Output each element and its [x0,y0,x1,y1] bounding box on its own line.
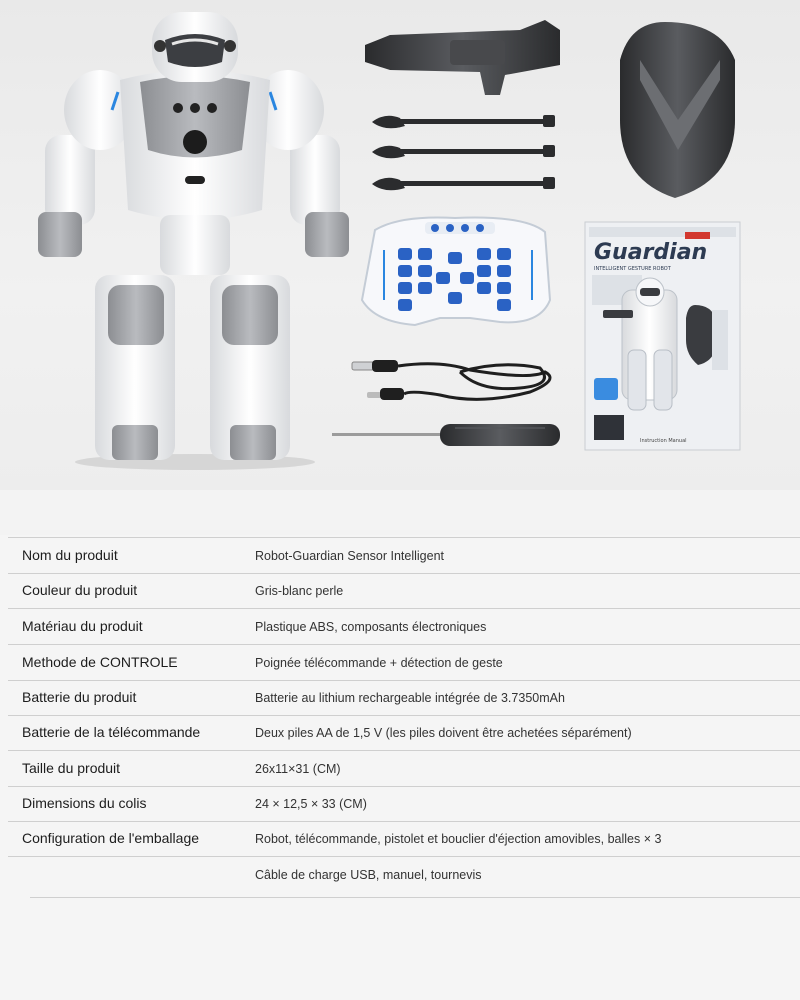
spec-label: Nom du produit [22,547,118,563]
spec-value: 24 × 12,5 × 33 (CM) [255,797,367,811]
spec-label: Dimensions du colis [22,795,147,811]
screwdriver-image [332,424,560,446]
table-row [8,680,800,716]
spec-value: Câble de charge USB, manuel, tournevis [255,868,482,882]
spec-value: 26x11×31 (CM) [255,762,341,776]
table-row [8,821,800,857]
balls-accessory-image [372,115,555,190]
remote-control-image [362,218,550,326]
spec-value: Plastique ABS, composants électroniques [255,620,487,634]
spec-value: Deux piles AA de 1,5 V (les piles doivent être achetées séparément) [255,726,632,740]
spec-value: Batterie au lithium rechargeable intégrée de 3.7350mAh [255,691,565,705]
table-row [8,857,800,892]
shield-accessory-image [620,22,735,198]
table-row [8,715,800,751]
product-box-image [585,222,740,450]
spec-value: Robot-Guardian Sensor Intelligent [255,549,445,563]
spec-label: Couleur du produit [22,582,138,598]
spec-label: Matériau du produit [22,618,143,634]
box-subtitle: INTELLIGENT GESTURE ROBOT [594,266,671,272]
spec-value: Gris-blanc perle [255,584,344,598]
table-row [8,786,800,822]
table-row [8,537,800,574]
box-title: Guardian [594,240,708,265]
spec-label: Batterie de la télécommande [22,724,201,740]
box-manual-label: Instruction Manual [640,438,687,444]
spec-value: Poignée télécommande + détection de geste [255,656,503,670]
spec-label: Batterie du produit [22,689,137,705]
table-row [8,573,800,609]
table-row [8,751,800,787]
specifications-table [0,535,800,1000]
robot-image [38,12,349,470]
spec-value: Robot, télécommande, pistolet et bouclier d'éjection amovibles, balles × 3 [255,832,662,846]
spec-label: Configuration de l'emballage [22,830,200,846]
gun-accessory-image [365,20,560,95]
product-photo [0,0,800,490]
spec-label: Methode de CONTROLE [22,654,178,670]
table-row [8,609,800,645]
table-row [8,645,800,681]
divider [30,897,800,898]
spec-label: Taille du produit [22,760,121,776]
usb-cable-image [352,360,550,400]
